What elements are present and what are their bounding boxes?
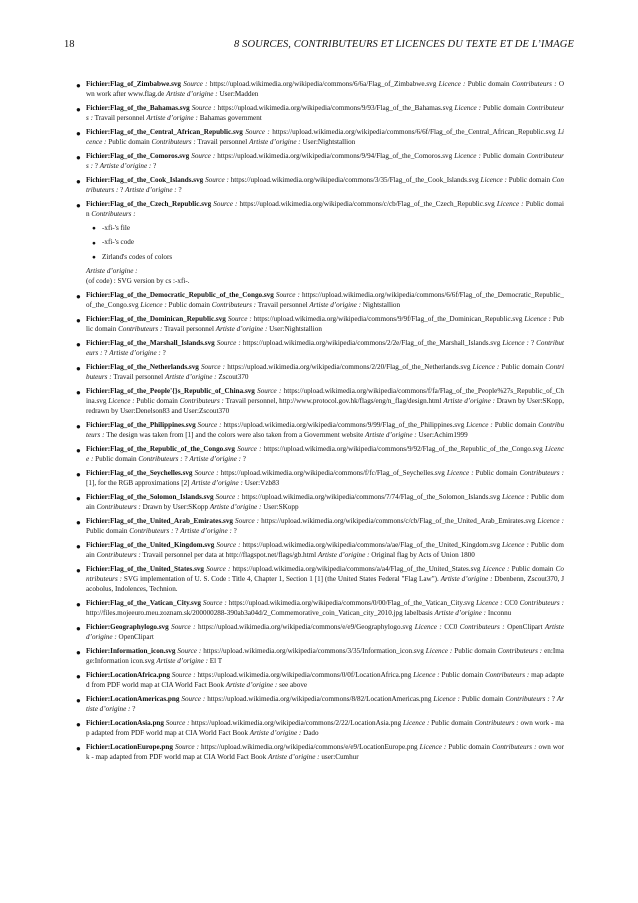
file-link[interactable]: Fichier:LocationAsia.png [86, 719, 164, 728]
file-link[interactable]: Fichier:Flag_of_the_United_Kingdom.svg [86, 541, 215, 550]
bullet-icon: ● [76, 695, 81, 705]
sub-list-item: ● Zirland's codes of colors [92, 252, 173, 262]
bullet-icon: ● [76, 387, 81, 397]
source-url[interactable]: https://upload.wikimedia.org/wikipedia/commons/0/00/Flag_of_the_Vatican_City.svg [228, 599, 475, 608]
list-item: ● Fichier:Flag_of_the_Dominican_Republic.svg Source : https://upload.wikimedia.org/wikipedia/commons/9/9f/Flag_of_the_Dominican_Republic.svg Licence : Public domain Contributeurs : Travail personnel Artiste d’origine : User:Nightstallion [76, 315, 564, 334]
file-link[interactable]: Fichier:LocationAfrica.png [86, 671, 170, 680]
bullet-icon: ● [76, 152, 81, 162]
bullet-icon: ● [76, 743, 81, 753]
source-url[interactable]: https://upload.wikimedia.org/wikipedia/commons/6/6f/Flag_of_the_Central_African_Republic.svg [272, 128, 556, 136]
list-item: ● Fichier:Flag_of_the_People'{}s_Republic_of_China.svg Source : https://upload.wikimedia.org/wikipedia/commons/f/fa/Flag_of_the_People%27s_Republic_of_China.svg Licence : Public domain Contributeurs : Travail personnel, http://www.protocol.gov.hk/flags/eng/n_flag/design.html Artiste d’origine : Drawn by User:SKopp, redrawn by User:Denelson83 and User:Zscout370 [76, 387, 564, 416]
file-link[interactable]: Fichier:Flag_of_Zimbabwe.svg [86, 80, 182, 88]
attribution-list [76, 80, 565, 767]
list-item: ● Fichier:Flag_of_the_Democratic_Republic_of_the_Congo.svg Source : https://upload.wikimedia.org/wikipedia/commons/6/6f/Flag_of_the_Democratic_Republic_of_the_Congo.svg Licence : Public domain Contributeurs : Travail personnel Artiste d’origine : Nightstallion [76, 291, 564, 310]
source-url[interactable]: https://upload.wikimedia.org/wikipedia/commons/f/fc/Flag_of_Seychelles.svg [220, 469, 445, 478]
list-item: ● Fichier:Flag_of_Zimbabwe.svg Source : https://upload.wikimedia.org/wikipedia/commons/6/6a/Flag_of_Zimbabwe.svg Licence : Public domain Contributeurs : Own work after www.flag.de Artiste d’origine : User:Madden [76, 80, 565, 98]
source-url[interactable]: https://upload.wikimedia.org/wikipedia/commons/8/82/LocationAmericas.png [207, 695, 432, 704]
bullet-icon: ● [76, 493, 81, 503]
bullet-icon: ● [76, 671, 81, 681]
file-link[interactable]: Fichier:Flag_of_the_Czech_Republic.svg [86, 200, 212, 208]
source-url[interactable]: https://upload.wikimedia.org/wikipedia/commons/0/0f/LocationAfrica.png [197, 671, 412, 680]
file-link[interactable]: Fichier:LocationEurope.png [86, 743, 173, 752]
bullet-icon: ● [76, 421, 81, 431]
bullet-icon: ● [76, 565, 81, 575]
file-link[interactable]: Fichier:Flag_of_the_Solomon_Islands.svg [86, 493, 214, 502]
file-link[interactable]: Fichier:Flag_of_the_United_States.svg [86, 565, 205, 574]
file-link[interactable]: Fichier:Geographylogo.svg [86, 623, 169, 632]
list-item: ● Fichier:Flag_of_the_Vatican_City.svg Source : https://upload.wikimedia.org/wikipedia/commons/0/00/Flag_of_the_Vatican_City.svg Licence : CC0 Contributeurs : http://files.mojeeuro.meu.zoznam.sk/200000288-390ab3a04d/2_Commemorative_coin_Vatican_city_2010.jpg labelbasis Artiste d’origine : Inconnu [76, 599, 564, 618]
source-url[interactable]: https://upload.wikimedia.org/wikipedia/commons/3/35/Flag_of_the_Cook_Islands.svg [230, 176, 479, 184]
file-link[interactable]: Fichier:Flag_of_the_Netherlands.svg [86, 363, 199, 372]
list-item: ● Fichier:Flag_of_the_Central_African_Republic.svg Source : https://upload.wikimedia.org/wikipedia/commons/6/6f/Flag_of_the_Central_African_Republic.svg Licence : Public domain Contributeurs : Travail personnel Artiste d’origine : User:Nightstallion [76, 128, 564, 146]
file-link[interactable]: Fichier:Flag_of_the_Seychelles.svg [86, 469, 193, 478]
bullet-icon: ● [76, 517, 81, 527]
section-title: 8 SOURCES, CONTRIBUTEURS ET LICENCES DU TEXTE ET DE L’IMAGE [234, 39, 574, 50]
source-url[interactable]: https://upload.wikimedia.org/wikipedia/commons/9/9f/Flag_of_the_Dominican_Republic.svg [253, 315, 523, 324]
list-item: ● Fichier:Flag_of_the_Philippines.svg Source : https://upload.wikimedia.org/wikipedia/commons/9/99/Flag_of_the_Philippines.svg Licence : Public domain Contributeurs : The design was taken from [1] and the colors were also taken from a Government website Artiste d’origine : User:Achim1999 [76, 421, 565, 440]
sub-list-item: ● -xfi-'s file [92, 223, 131, 233]
file-link[interactable]: Fichier:Flag_of_the_Cook_Islands.svg [86, 176, 204, 184]
file-link[interactable]: Fichier:Information_icon.svg [86, 647, 176, 656]
file-link[interactable]: Fichier:Flag_of_the_Vatican_City.svg [86, 599, 201, 608]
list-item: ● Fichier:LocationAmericas.png Source : https://upload.wikimedia.org/wikipedia/commons/8/82/LocationAmericas.png Licence : Public domain Contributeurs : ? Artiste d’origine : ? [76, 695, 565, 714]
bullet-icon: ● [76, 291, 81, 301]
source-url[interactable]: https://upload.wikimedia.org/wikipedia/commons/7/74/Flag_of_the_Solomon_Islands.svg [241, 493, 501, 502]
bullet-icon: ● [76, 200, 81, 210]
bullet-icon: ● [76, 363, 81, 373]
source-url[interactable]: https://upload.wikimedia.org/wikipedia/commons/f/fa/Flag_of_the_People%27s_Republic_of_China.svg [86, 387, 564, 406]
source-url[interactable]: https://upload.wikimedia.org/wikipedia/commons/c/cb/Flag_of_the_United_Arab_Emirates.svg [261, 517, 536, 526]
list-item: ● Fichier:LocationAfrica.png Source : https://upload.wikimedia.org/wikipedia/commons/0/0f/LocationAfrica.png Licence : Public domain Contributeurs : map adapted from PDF world map at CIA World Fact Book Artiste d’origine : see above [76, 671, 564, 690]
list-item: ● Fichier:Information_icon.svg Source : https://upload.wikimedia.org/wikipedia/commons/3/35/Information_icon.svg Licence : Public domain Contributeurs : en:Image:Information icon.svg Artiste d’origine : El T [76, 647, 564, 666]
bullet-icon: ● [76, 719, 81, 729]
bullet-icon: ● [76, 599, 81, 609]
source-url[interactable]: https://upload.wikimedia.org/wikipedia/commons/9/92/Flag_of_the_Republic_of_the_Congo.svg [263, 445, 543, 454]
list-item: ● Fichier:Flag_of_the_Cook_Islands.svg Source : https://upload.wikimedia.org/wikipedia/commons/3/35/Flag_of_the_Cook_Islands.svg Licence : Public domain Contributeurs : ? Artiste d’origine : ? [76, 176, 564, 194]
code-line: (of code) : SVG version by cs :-xfi-. [86, 277, 190, 286]
bullet-icon: ● [76, 339, 81, 349]
bullet-icon: ● [76, 80, 81, 90]
file-link[interactable]: Fichier:Flag_of_the_United_Arab_Emirates.svg [86, 517, 233, 526]
list-item: ● Fichier:Flag_of_the_Solomon_Islands.svg Source : https://upload.wikimedia.org/wikipedia/commons/7/74/Flag_of_the_Solomon_Islands.svg Licence : Public domain Contributeurs : Drawn by User:SKopp Artiste d’origine : User:SKopp [76, 493, 564, 512]
list-item: ● Fichier:LocationEurope.png Source : https://upload.wikimedia.org/wikipedia/commons/e/e9/LocationEurope.png Licence : Public domain Contributeurs : own work - map adapted from PDF world map at CIA World Fact Book Artiste d’origine : user:Cumhur [76, 743, 564, 762]
czech-sub-list [86, 224, 564, 263]
list-item: ● Fichier:Flag_of_the_United_States.svg Source : https://upload.wikimedia.org/wikipedia/commons/a/a4/Flag_of_the_United_States.svg Licence : Public domain Contributeurs : SVG implementation of U. S. Code : Title 4, Chapter 1, Section 1 [1] (the United States Federal "Flag Law"). Artiste d’origine : Dbenbenn, Zscout370, Jacobolus, Indolences, Technion. [76, 565, 565, 594]
file-link[interactable]: Fichier:Flag_of_the_People'{}s_Republic_of_China.svg [86, 387, 255, 396]
file-link[interactable]: Fichier:Flag_of_the_Democratic_Republic_of_the_Congo.svg [86, 291, 274, 300]
list-item: ● Fichier:Flag_of_the_Bahamas.svg Source : https://upload.wikimedia.org/wikipedia/commons/9/93/Flag_of_the_Bahamas.svg Licence : Public domain Contributeurs : Travail personnel Artiste d’origine : Bahamas government [76, 104, 564, 122]
list-item: ● Fichier:Flag_of_the_Republic_of_the_Congo.svg Source : https://upload.wikimedia.org/wikipedia/commons/9/92/Flag_of_the_Republic_of_the_Congo.svg Licence : Public domain Contributeurs : ? Artiste d’origine : ? [76, 445, 564, 464]
list-item: ● Fichier:Flag_of_the_Seychelles.svg Source : https://upload.wikimedia.org/wikipedia/commons/f/fc/Flag_of_Seychelles.svg Licence : Public domain Contributeurs : [1], for the RGB approximations [2] Artiste d’origine : User:Vzb83 [76, 469, 564, 488]
bullet-icon: ● [76, 647, 81, 657]
file-link[interactable]: Fichier:Flag_of_the_Comoros.svg [86, 152, 190, 160]
source-url[interactable]: https://upload.wikimedia.org/wikipedia/commons/a/a4/Flag_of_the_United_States.svg [232, 565, 481, 574]
file-link[interactable]: Fichier:Flag_of_the_Central_African_Republic.svg [86, 128, 243, 136]
bullet-icon: ● [76, 541, 81, 551]
bullet-icon: ● [92, 225, 96, 233]
source-url[interactable]: https://upload.wikimedia.org/wikipedia/commons/a/ae/Flag_of_the_United_Kingdom.svg [242, 541, 501, 550]
list-item: ● Fichier:Flag_of_the_Comoros.svg Source : https://upload.wikimedia.org/wikipedia/commons/9/94/Flag_of_the_Comoros.svg Licence : Public domain Contributeurs : ? Artiste d’origine : ? [76, 152, 564, 170]
list-item: ● Fichier:Flag_of_the_Czech_Republic.svg Source : https://upload.wikimedia.org/wikipedia/commons/c/cb/Flag_of_the_Czech_Republic.svg Licence : Public domain Contributeurs : ● -xfi-'s file ● -xfi-'s code ● Zirland's codes of colors Artiste d’origine : (of code) : SVG version by cs :-xfi-. [76, 200, 564, 286]
file-link[interactable]: Fichier:Flag_of_the_Philippines.svg [86, 421, 196, 430]
file-link[interactable]: Fichier:Flag_of_the_Marshall_Islands.svg [86, 339, 215, 348]
page-number: 18 [64, 39, 75, 50]
bullet-icon: ● [76, 315, 81, 325]
bullet-icon: ● [92, 254, 96, 262]
page-header [64, 38, 574, 52]
source-url[interactable]: https://upload.wikimedia.org/wikipedia/commons/6/6f/Flag_of_the_Democratic_Republic_of_the_Congo.svg [86, 291, 564, 310]
source-url[interactable]: https://upload.wikimedia.org/wikipedia/commons/9/94/Flag_of_the_Comoros.svg [217, 152, 453, 160]
list-item: ● Fichier:Flag_of_the_United_Arab_Emirates.svg Source : https://upload.wikimedia.org/wikipedia/commons/c/cb/Flag_of_the_United_Arab_Emirates.svg Licence : Public domain Contributeurs : ? Artiste d’origine : ? [76, 517, 565, 536]
source-url[interactable]: https://upload.wikimedia.org/wikipedia/commons/2/22/LocationAsia.png [191, 719, 402, 728]
list-item: ● Fichier:Geographylogo.svg Source : https://upload.wikimedia.org/wikipedia/commons/e/e9/Geographylogo.svg Licence : CC0 Contributeurs : OpenClipart Artiste d’origine : OpenClipart [76, 623, 564, 642]
bullet-icon: ● [76, 445, 81, 455]
bullet-icon: ● [76, 469, 81, 479]
file-link[interactable]: Fichier:Flag_of_the_Dominican_Republic.svg [86, 315, 226, 324]
source-url[interactable]: https://upload.wikimedia.org/wikipedia/commons/2/20/Flag_of_the_Netherlands.svg [227, 363, 471, 372]
source-url[interactable]: https://upload.wikimedia.org/wikipedia/commons/2/2e/Flag_of_the_Marshall_Islands.svg [242, 339, 501, 348]
source-url[interactable]: https://upload.wikimedia.org/wikipedia/commons/e/e9/Geographylogo.svg [198, 623, 413, 632]
source-url[interactable]: https://upload.wikimedia.org/wikipedia/commons/9/93/Flag_of_the_Bahamas.svg [217, 104, 453, 112]
file-link[interactable]: Fichier:Flag_of_the_Bahamas.svg [86, 104, 190, 112]
source-url[interactable]: https://upload.wikimedia.org/wikipedia/commons/e/e9/LocationEurope.png [200, 743, 418, 752]
source-url[interactable]: https://upload.wikimedia.org/wikipedia/commons/9/99/Flag_of_the_Philippines.svg [223, 421, 465, 430]
bullet-icon: ● [76, 104, 81, 114]
bullet-icon: ● [76, 128, 81, 138]
file-link[interactable]: Fichier:LocationAmericas.png [86, 695, 180, 704]
sub-list-item: ● -xfi-'s code [92, 238, 135, 247]
list-item: ● Fichier:LocationAsia.png Source : https://upload.wikimedia.org/wikipedia/commons/2/22/LocationAsia.png Licence : Public domain Contributeurs : own work - map adapted from PDF world map at CIA World Fact Book Artiste d’origine : Dado [76, 719, 564, 738]
source-url[interactable]: https://upload.wikimedia.org/wikipedia/commons/3/35/Information_icon.svg [203, 647, 424, 656]
bullet-icon: ● [76, 176, 81, 186]
file-link[interactable]: Fichier:Flag_of_the_Republic_of_the_Congo.svg [86, 445, 235, 454]
list-item: ● Fichier:Flag_of_the_Netherlands.svg Source : https://upload.wikimedia.org/wikipedia/commons/2/20/Flag_of_the_Netherlands.svg Licence : Public domain Contributeurs : Travail personnel Artiste d’origine : Zscout370 [76, 363, 564, 382]
bullet-icon: ● [76, 623, 81, 633]
bullet-icon: ● [92, 239, 96, 247]
source-url[interactable]: https://upload.wikimedia.org/wikipedia/commons/6/6a/Flag_of_Zimbabwe.svg [209, 80, 437, 88]
artist-line: Artiste d’origine : [86, 267, 138, 276]
list-item: ● Fichier:Flag_of_the_United_Kingdom.svg Source : https://upload.wikimedia.org/wikipedia/commons/a/ae/Flag_of_the_United_Kingdom.svg Licence : Public domain Contributeurs : Travail personnel per data at http://flagspot.net/flags/gb.html Artiste d’origine : Original flag by Acts of Union 1800 [76, 541, 564, 560]
list-item: ● Fichier:Flag_of_the_Marshall_Islands.svg Source : https://upload.wikimedia.org/wikipedia/commons/2/2e/Flag_of_the_Marshall_Islands.svg Licence : ? Contributeurs : ? Artiste d’origine : ? [76, 339, 564, 358]
source-url[interactable]: https://upload.wikimedia.org/wikipedia/commons/c/cb/Flag_of_the_Czech_Republic.svg [239, 200, 495, 208]
